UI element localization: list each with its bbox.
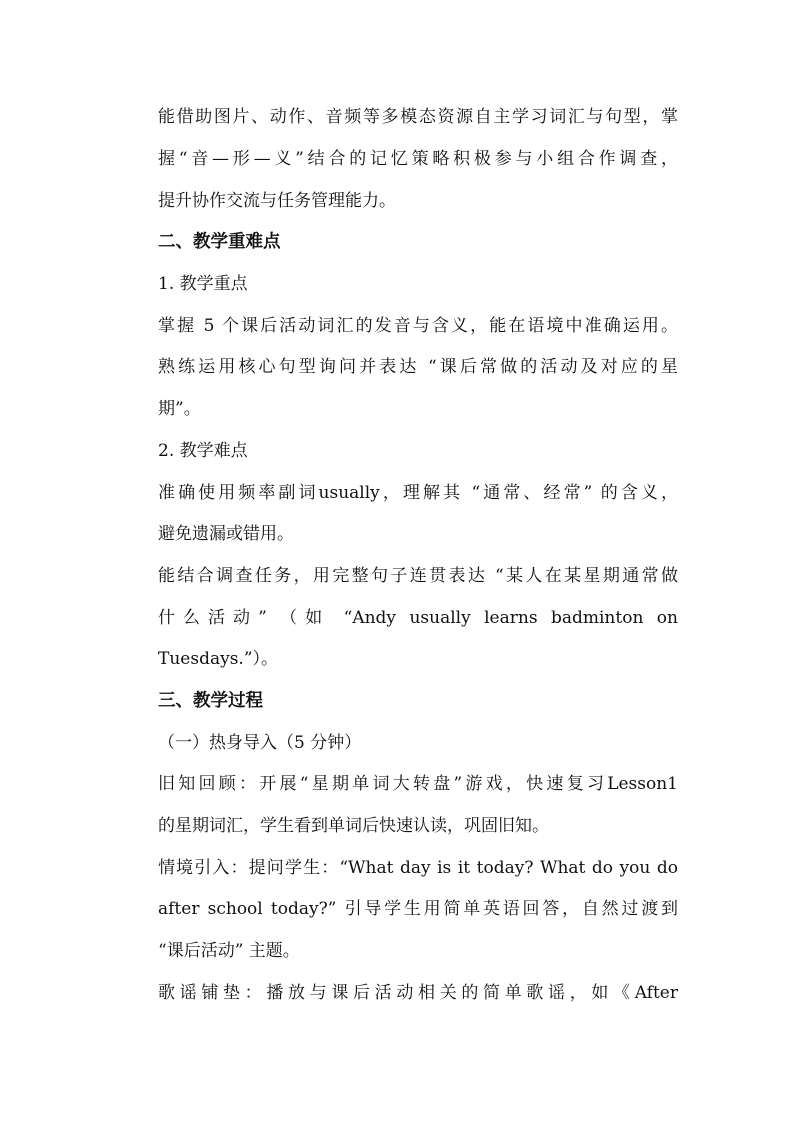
paragraph-line: 能借助图片、动作、音频等多模态资源自主学习词汇与句型，掌 <box>158 107 678 127</box>
paragraph-line: 情境引入：提问学生：“What day is it today? What do you do <box>158 858 678 878</box>
paragraph-line: 能结合调查任务，用完整句子连贯表达 “某人在某星期通常做 <box>158 566 678 586</box>
paragraph-line: 掌握 5 个课后活动词汇的发音与含义，能在语境中准确运用。 <box>158 316 678 336</box>
paragraph-line: 旧知回顾：开展“星期单词大转盘”游戏，快速复习Lesson1 <box>158 774 678 794</box>
section-heading: 三、教学过程 <box>158 691 263 711</box>
paragraph-line: 提升协作交流与任务管理能力。 <box>158 191 396 211</box>
section-heading: 二、教学重难点 <box>158 232 281 252</box>
subsection-heading: 2. 教学难点 <box>158 441 248 461</box>
paragraph-line: 的星期词汇，学生看到单词后快速认读，巩固旧知。 <box>158 816 549 836</box>
paragraph-line: 熟练运用核心句型询问并表达 “课后常做的活动及对应的星 <box>158 357 678 377</box>
paragraph-line: 避免遗漏或错用。 <box>158 524 294 544</box>
paragraph-line: “课后活动” 主题。 <box>158 941 300 961</box>
paragraph-line: 准确使用频率副词usually，理解其 “通常、经常” 的含义， <box>158 483 678 503</box>
paragraph-line: 握“音—形—义”结合的记忆策略积极参与小组合作调查， <box>158 149 678 169</box>
paragraph-line: 歌谣铺垫：播放与课后活动相关的简单歌谣，如《After <box>158 983 678 1003</box>
paragraph-line: after school today?” 引导学生用简单英语回答，自然过渡到 <box>158 899 678 919</box>
subsection-heading: 1. 教学重点 <box>158 274 248 294</box>
paragraph-line: Tuesdays.”）。 <box>158 649 279 669</box>
subsection-heading: （一）热身导入（5 分钟） <box>158 733 362 753</box>
paragraph-line: 什么活动” （如 “Andy usually learns badminton on <box>158 608 678 628</box>
paragraph-line: 期”。 <box>158 399 201 419</box>
